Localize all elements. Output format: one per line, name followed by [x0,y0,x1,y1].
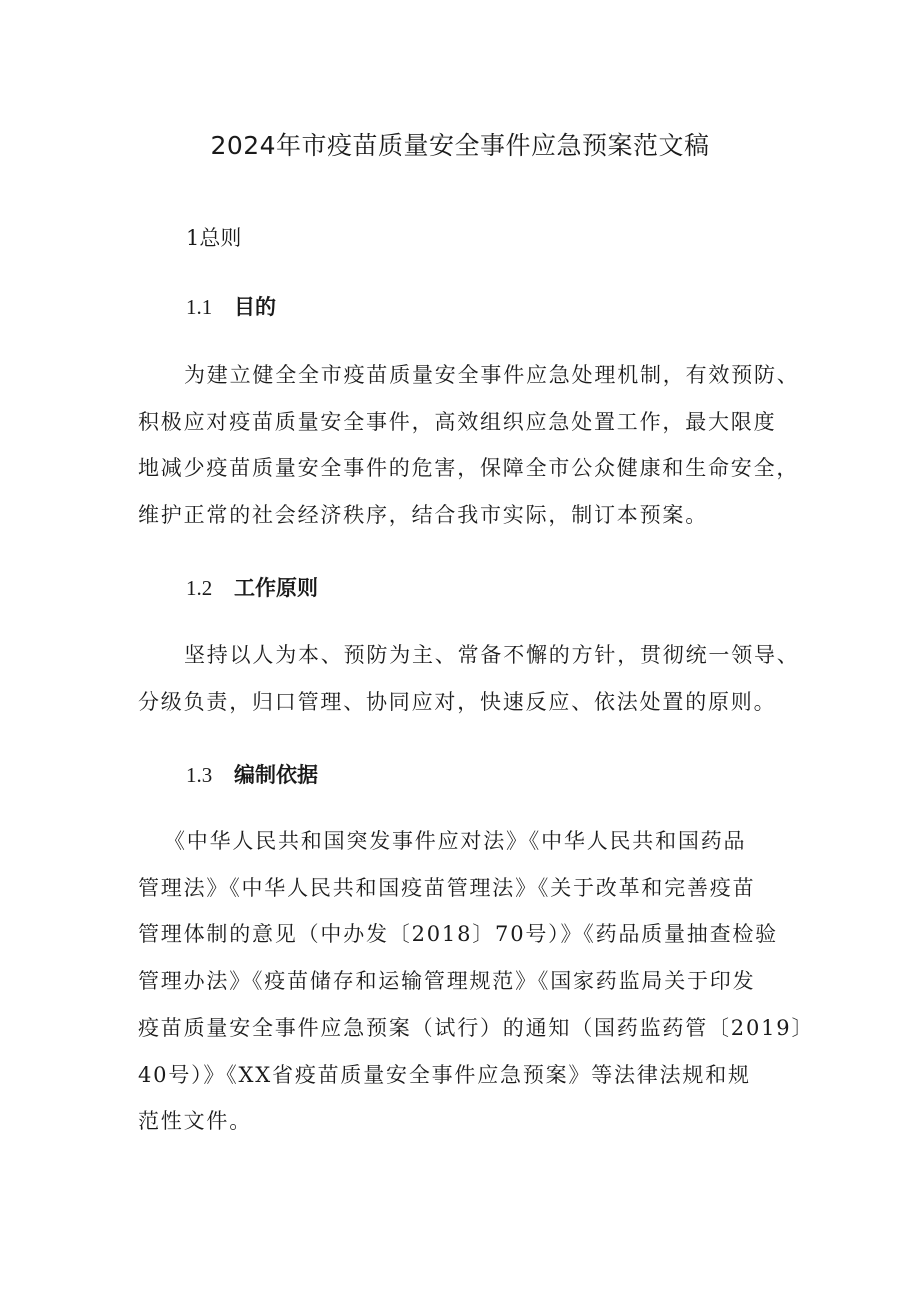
basis-paragraph [138,818,815,1145]
paragraph-line: 管理体制的意见（中办发〔2018〕70号）》《药品质量抽查检验 [138,922,778,947]
paragraph-line: 维护正常的社会经济秩序，结合我市实际，制订本预案。 [138,503,708,528]
paragraph-line: 管理办法》《疫苗储存和运输管理规范》《国家药监局关于印发 [138,969,756,994]
section-title: 工作原则 [234,576,318,600]
principles-paragraph [138,632,810,725]
section-heading-purpose [186,292,276,322]
paragraph-line: 积极应对疫苗质量安全事件，高效组织应急处置工作，最大限度 [138,409,777,434]
section-number: 1.3 [186,763,213,787]
section-number: 1.1 [186,295,213,319]
paragraph-line: 坚持以人为本、预防为主、常备不懈的方针，贯彻统一领导、 [184,643,800,667]
paragraph-line: 分级负责，归口管理、协同应对，快速反应、依法处置的原则。 [138,689,777,714]
paragraph-line: 为建立健全全市疫苗质量安全事件应急处理机制，有效预防、 [184,363,800,387]
page-title: 2024年市疫苗质量安全事件应急预案范文稿 [210,131,710,160]
paragraph-line: 范性文件。 [138,1109,252,1134]
section-heading-principles [186,573,318,603]
paragraph-line: 管理法》《中华人民共和国疫苗管理法》《关于改革和完善疫苗 [138,875,756,900]
section-title: 编制依据 [234,763,318,787]
paragraph-line: 《中华人民共和国突发事件应对法》《中华人民共和国药品 [164,829,747,853]
paragraph-line: 疫苗质量安全事件应急预案（试行）的通知（国药监药管〔2019〕 [138,1015,815,1040]
chapter-label: 1总则 [186,226,242,250]
section-number: 1.2 [186,576,213,600]
paragraph-line: 地减少疫苗质量安全事件的危害，保障全市公众健康和生命安全， [138,456,800,481]
section-title: 目的 [234,295,276,319]
purpose-paragraph [138,352,810,539]
chapter-heading-general-provisions [186,223,241,253]
paragraph-line: 40号）》《XX省疫苗质量安全事件应急预案》等法律法规和规 [138,1062,751,1087]
section-heading-basis [186,760,318,790]
